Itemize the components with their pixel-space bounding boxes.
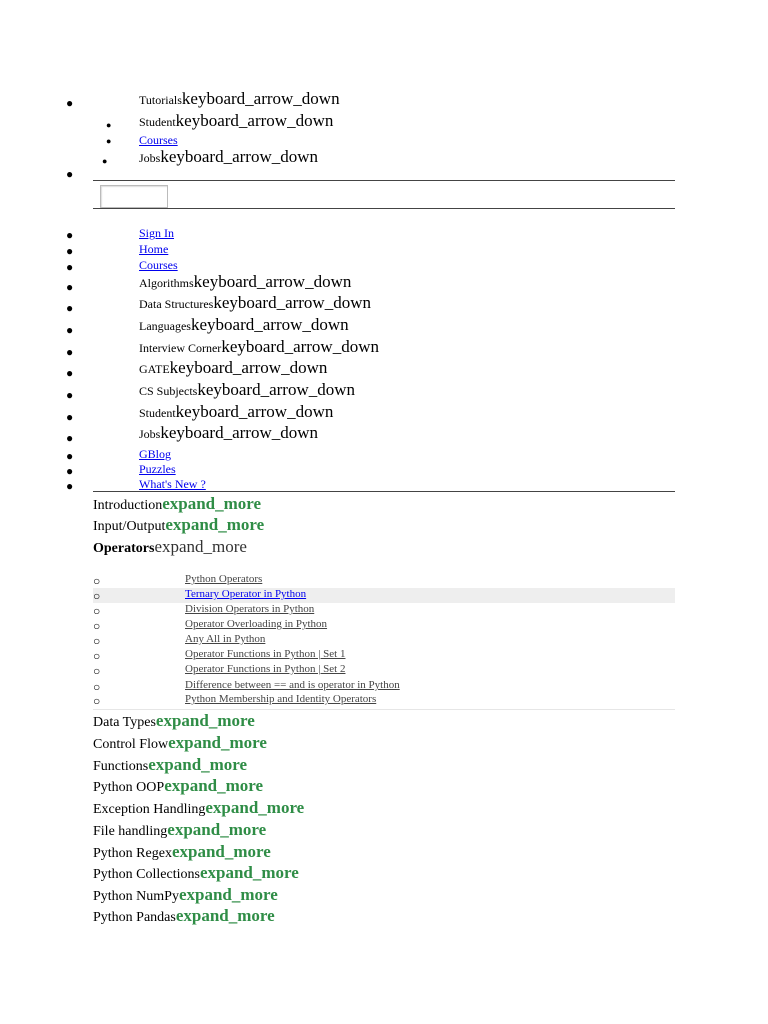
operators-link[interactable]: Any All in Python	[185, 633, 266, 645]
keyboard-arrow-down-icon: keyboard_arrow_down	[169, 358, 328, 377]
operators-link[interactable]: Python Operators	[185, 573, 263, 585]
nav-data-structures[interactable]	[139, 293, 371, 313]
active-row-highlight	[93, 588, 675, 603]
nav-interview-corner-label: Interview Corner	[139, 341, 222, 355]
nav-data-structures-label: Data Structures	[139, 297, 214, 311]
expand-more-icon: expand_more	[167, 820, 267, 839]
nav-languages-label: Languages	[139, 319, 191, 333]
list-bullet: ●	[66, 301, 74, 315]
operators-link[interactable]: Operator Functions in Python | Set 1	[185, 648, 346, 660]
nav-courses-link[interactable]: Courses	[139, 133, 178, 147]
list-bullet: ○	[93, 634, 101, 648]
list-bullet: ●	[102, 156, 108, 166]
list-bullet: ○	[93, 680, 101, 694]
list-bullet: ●	[66, 323, 74, 337]
list-bullet: ●	[66, 388, 74, 402]
nav-languages[interactable]	[139, 315, 349, 335]
list-bullet: ●	[66, 410, 74, 424]
section-control-flow[interactable]	[93, 733, 267, 753]
list-bullet: ○	[93, 694, 101, 708]
list-bullet: ○	[93, 649, 101, 663]
list-bullet: ●	[66, 228, 74, 242]
nav-algorithms[interactable]	[139, 272, 351, 292]
list-bullet: ●	[66, 260, 74, 274]
operators-link[interactable]: Division Operators in Python	[185, 603, 315, 615]
list-bullet: ○	[93, 664, 101, 678]
section-python-oop[interactable]	[93, 776, 263, 796]
list-bullet: ○	[93, 604, 101, 618]
sign-in-link[interactable]: Sign In	[139, 226, 175, 240]
nav-algorithms-label: Algorithms	[139, 276, 194, 290]
nav-tutorials-label: Tutorials	[139, 93, 182, 107]
nav-student-side-label: Student	[139, 406, 176, 420]
puzzles-link[interactable]: Puzzles	[139, 462, 176, 476]
section-label: Operators	[93, 541, 155, 556]
nav-student[interactable]	[139, 111, 333, 131]
operators-link[interactable]: Difference between == and is operator in Python	[185, 679, 400, 691]
expand-more-icon: expand_more	[171, 842, 271, 861]
list-bullet: ○	[93, 589, 101, 603]
list-bullet: ●	[66, 366, 74, 380]
nav-tutorials[interactable]	[139, 89, 340, 109]
section-label: Introduction	[93, 498, 163, 513]
section-label: Python Regex	[93, 846, 172, 861]
section-file-handling[interactable]	[93, 820, 266, 840]
list-bullet: ●	[66, 464, 74, 478]
nav-jobs-side[interactable]	[139, 423, 318, 443]
expand-more-icon: expand_more	[155, 711, 255, 730]
expand-more-icon: expand_more	[168, 733, 267, 752]
section-data-types[interactable]	[93, 711, 255, 731]
expand-more-icon: expand_more	[154, 537, 247, 556]
search-input[interactable]	[100, 185, 168, 208]
section-label: Functions	[93, 759, 149, 774]
keyboard-arrow-down-icon: keyboard_arrow_down	[181, 89, 340, 108]
nav-jobs[interactable]	[139, 147, 318, 167]
divider	[93, 491, 675, 492]
operators-link[interactable]: Ternary Operator in Python	[185, 588, 307, 600]
operators-link[interactable]: Python Membership and Identity Operators	[185, 693, 377, 705]
list-bullet: ●	[66, 244, 74, 258]
section-label: Python OOP	[93, 780, 165, 795]
section-label: File handling	[93, 824, 168, 839]
section-label: Exception Handling	[93, 802, 206, 817]
nav-interview-corner[interactable]	[139, 337, 379, 357]
list-bullet: ●	[66, 479, 74, 493]
keyboard-arrow-down-icon: keyboard_arrow_down	[175, 111, 334, 130]
expand-more-icon: expand_more	[164, 776, 264, 795]
divider	[93, 180, 675, 181]
keyboard-arrow-down-icon: keyboard_arrow_down	[193, 272, 352, 291]
list-bullet: ●	[66, 431, 74, 445]
section-exception-handling[interactable]	[93, 798, 304, 818]
nav-jobs-side-label: Jobs	[139, 427, 161, 441]
list-bullet: ●	[106, 136, 112, 146]
list-bullet: ●	[106, 120, 112, 130]
expand-more-icon: expand_more	[148, 755, 248, 774]
keyboard-arrow-down-icon: keyboard_arrow_down	[160, 423, 319, 442]
expand-more-icon: expand_more	[205, 798, 305, 817]
list-bullet: ○	[93, 574, 101, 588]
divider	[93, 208, 675, 209]
section-label: Control Flow	[93, 737, 169, 752]
section-introduction[interactable]	[93, 494, 261, 514]
keyboard-arrow-down-icon: keyboard_arrow_down	[221, 337, 379, 356]
section-input-output[interactable]	[93, 515, 264, 535]
expand-more-icon: expand_more	[165, 515, 265, 534]
keyboard-arrow-down-icon: keyboard_arrow_down	[160, 147, 319, 166]
home-link[interactable]: Home	[139, 242, 169, 256]
section-label: Python NumPy	[93, 889, 179, 904]
list-bullet: ●	[66, 96, 74, 110]
section-functions[interactable]	[93, 755, 247, 775]
whats-new-link[interactable]: What's New ?	[139, 477, 206, 491]
expand-more-icon: expand_more	[175, 906, 275, 925]
operators-link[interactable]: Operator Functions in Python | Set 2	[185, 663, 346, 675]
keyboard-arrow-down-icon: keyboard_arrow_down	[213, 293, 371, 312]
courses-link[interactable]: Courses	[139, 258, 178, 272]
nav-gate-label: GATE	[139, 362, 170, 376]
gblog-link[interactable]: GBlog	[139, 447, 172, 461]
expand-more-icon: expand_more	[199, 863, 299, 882]
nav-cs-subjects[interactable]	[139, 380, 355, 400]
section-python-collections[interactable]	[93, 863, 299, 883]
nav-student-label: Student	[139, 115, 176, 129]
list-bullet: ●	[66, 345, 74, 359]
nav-student-side[interactable]	[139, 402, 333, 422]
section-label: Python Pandas	[93, 910, 176, 925]
expand-more-icon: expand_more	[162, 494, 262, 513]
section-operators[interactable]	[93, 537, 247, 557]
section-label: Input/Output	[93, 519, 166, 534]
operators-link[interactable]: Operator Overloading in Python	[185, 618, 328, 630]
keyboard-arrow-down-icon: keyboard_arrow_down	[175, 402, 334, 421]
section-python-numpy[interactable]	[93, 885, 278, 905]
list-bullet: ●	[66, 280, 74, 294]
keyboard-arrow-down-icon: keyboard_arrow_down	[190, 315, 349, 334]
nav-jobs-label: Jobs	[139, 151, 161, 165]
nav-cs-subjects-label: CS Subjects	[139, 384, 198, 398]
section-label: Data Types	[93, 715, 156, 730]
section-label: Python Collections	[93, 867, 200, 882]
list-bullet: ○	[93, 619, 101, 633]
list-bullet: ●	[66, 167, 74, 181]
section-python-pandas[interactable]	[93, 906, 275, 926]
divider	[93, 709, 675, 710]
list-bullet: ●	[66, 449, 74, 463]
expand-more-icon: expand_more	[178, 885, 278, 904]
keyboard-arrow-down-icon: keyboard_arrow_down	[197, 380, 356, 399]
section-python-regex[interactable]	[93, 842, 271, 862]
nav-gate[interactable]	[139, 358, 327, 378]
